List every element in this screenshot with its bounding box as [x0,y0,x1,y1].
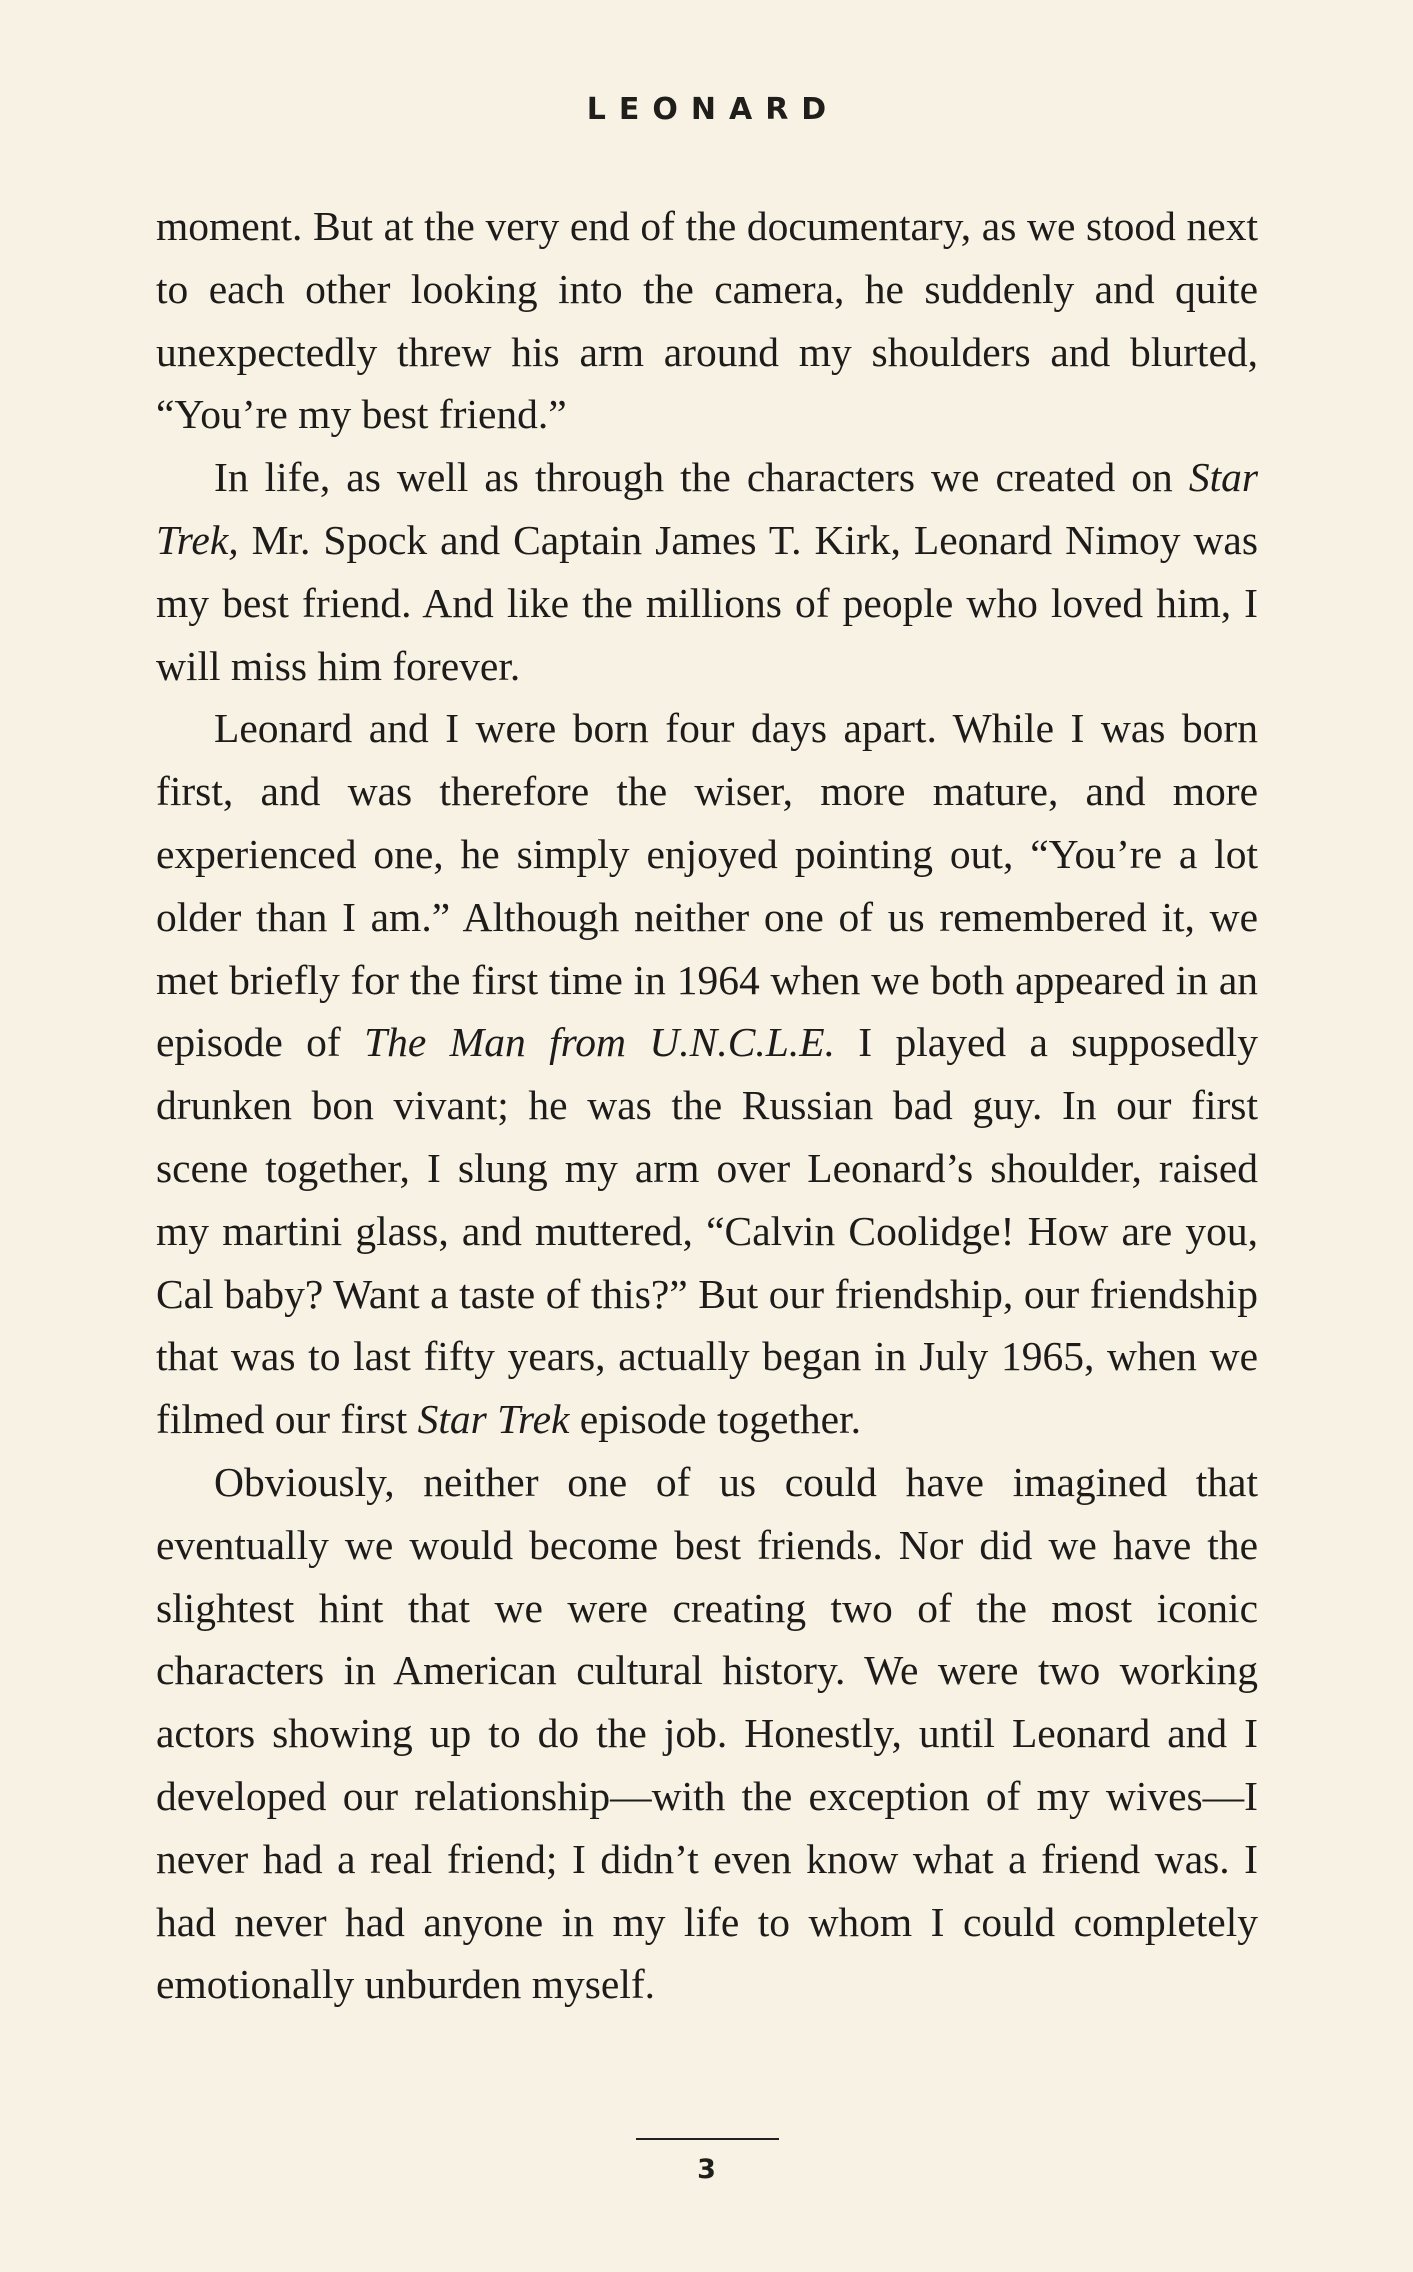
italic-title: Star Trek [417,1396,570,1443]
text-run: moment. But at the very end of the documentary, as we stood next to each other looking into the camera, he suddenly and quite unexpectedly threw his arm around my shoulders and blurted, “You’re my best friend.” [156,203,1258,438]
text-run: I played a supposedly drunken bon vivant; he was the Russian bad guy. In our first scene together, I slung my arm over Leonard’s shoulder, raised my martini glass, and muttered, “Calvin Coolidge! How are you, Cal baby? Want a taste of this?” But our friendship, our friendship that was to last fifty years, actually began in July 1965, when we filmed our first [156,1019,1258,1443]
footer-rule [636,2138,779,2140]
body-text [156,195,1258,2016]
text-run: In life, as well as through the characters we created on [214,454,1189,501]
running-head: LEONARD [586,92,840,127]
paragraph [156,697,1258,1451]
paragraph [156,446,1258,697]
text-run: Obviously, neither one of us could have imagined that eventually we would become best friends. Nor did we have the slightest hint that we were creating two of the most iconic characters in American cultural history. We were two working actors showing up to do the job. Honestly, until Leonard and I developed our relationship—with the exception of my wives—I never had a real friend; I didn’t even know what a friend was. I had never had anyone in my life to whom I could completely emotionally unburden myself. [156,1458,1258,2008]
italic-title: The Man from U.N.C.L.E. [364,1019,835,1066]
text-run: Leonard and I were born four days apart. While I was born first, and was therefore the wiser, more mature, and more experienced one, he simply enjoyed pointing out, “You’re a lot older than I am.” Although neither one of us remembered it, we met briefly for the first time in 1964 when we both appeared in an episode of [156,705,1258,1066]
text-run: Mr. Spock and Captain James T. Kirk, Leonard Nimoy was my best friend. And like the millions of people who loved him, I will miss him forever. [156,516,1258,689]
page-number: 3 [697,2154,716,2185]
paragraph [156,195,1258,446]
italic-title: Star Trek, [156,454,1258,563]
paragraph [156,1451,1258,2016]
text-run: episode together. [569,1396,861,1443]
